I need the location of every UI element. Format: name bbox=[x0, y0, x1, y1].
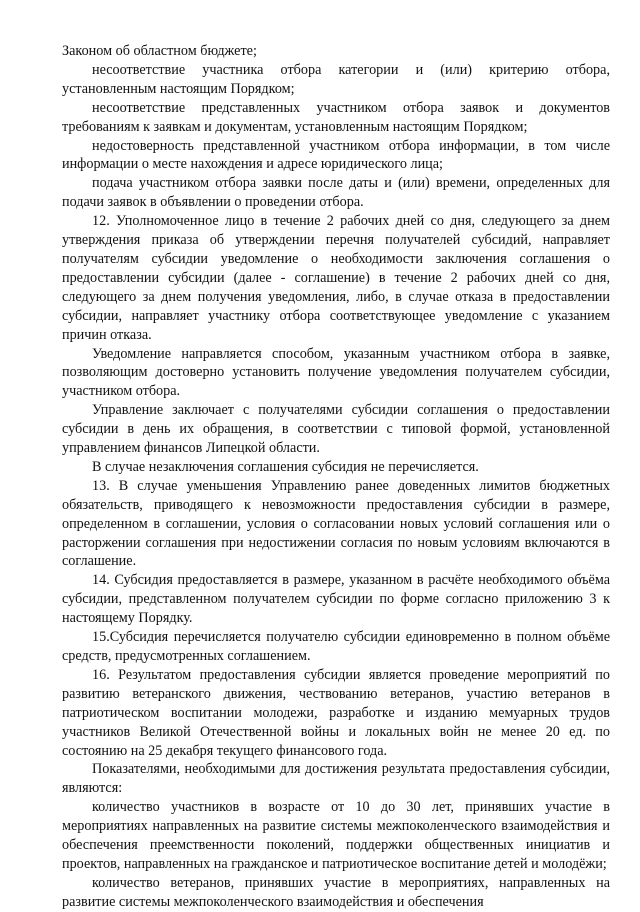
paragraph: подача участником отбора заявки после даты и (или) времени, определенных для подачи заявок в объявлении о проведении отбора. bbox=[62, 175, 610, 211]
paragraph: В случае незаключения соглашения субсидия не перечисляется. bbox=[92, 458, 479, 475]
paragraph: недостоверность представленной участником отбора информации, в том числе информации о месте нахождения и адресе юридического лица; bbox=[62, 137, 610, 173]
paragraph: 15.Субсидия перечисляется получателю субсидии единовременно в полном объёме средств, предусмотренных соглашением. bbox=[62, 629, 610, 664]
paragraph: 14. Субсидия предоставляется в размере, указанном в расчёте необходимого объёма субсидии, представленном получателем субсидии по форме согласно приложению 3 к настоящему Порядку. bbox=[62, 572, 610, 627]
paragraph: Управление заключает с получателями субсидии соглашения о предоставлении субсидии в день их обращения, в соответствии с типовой формой, установленной управлением финансов Липецкой области. bbox=[62, 402, 610, 457]
paragraph: 13. В случае уменьшения Управлению ранее доведенных лимитов бюджетных обязательств, приводящего к невозможности предоставления субсидии в размере, определенном в соглашении, условия о согласовании новых условий соглашения или о расторжении соглашения при недостижении согласия по новым условиям включаются в соглашение. bbox=[62, 477, 610, 570]
paragraph: Уведомление направляется способом, указанным участником отбора в заявке, позволяющим достоверно установить получение уведомления получателем субсидии, участником отбора. bbox=[62, 345, 610, 400]
paragraph: количество участников в возрасте от 10 до 30 лет, принявших участие в мероприятиях направленных на развитие системы межпоколенческого взаимодействия и обеспечения преемственности поколений, поддержки общественных инициатив и проектов, направленных на гражданское и патриотическое воспитание детей и молодёжи; bbox=[62, 799, 610, 872]
paragraph: количество ветеранов, принявших участие в мероприятиях, направленных на развитие системы межпоколенческого взаимодействия и обеспечения bbox=[62, 874, 610, 910]
paragraph: Законом об областном бюджете; bbox=[62, 43, 257, 59]
paragraph: несоответствие представленных участником отбора заявок и документов требованиям к заявкам и документам, установленным настоящим Порядком; bbox=[62, 99, 610, 135]
paragraph: 16. Результатом предоставления субсидии является проведение мероприятий по развитию ветеранского движения, чествованию ветеранов, участию ветеранов в патриотическом воспитании молодежи, разработке и изданию мемуарных трудов участников Великой Отечественной войны и локальных войн не менее 20 ед. по состоянию на 25 декабря текущего финансового года. bbox=[62, 666, 610, 759]
paragraph: 12. Уполномоченное лицо в течение 2 рабочих дней со дня, следующего за днем утверждения приказа об утверждении перечня получателей субсидий, направляет получателям субсидии уведомление о необходимости заключения соглашения о предоставлении субсидии (далее - соглашение) в течение 2 рабочих дней со дня, следующего за днем получения уведомления, либо, в случае отказа в предоставлении субсидии, направляет участнику отбора соответствующее уведомление с указанием причин отказа. bbox=[62, 213, 610, 343]
paragraph: несоответствие участника отбора категории и (или) критерию отбора, установленным настоящим Порядком; bbox=[62, 61, 610, 97]
document-body bbox=[62, 42, 610, 912]
paragraph: Показателями, необходимыми для достижения результата предоставления субсидии, являются: bbox=[62, 761, 610, 797]
